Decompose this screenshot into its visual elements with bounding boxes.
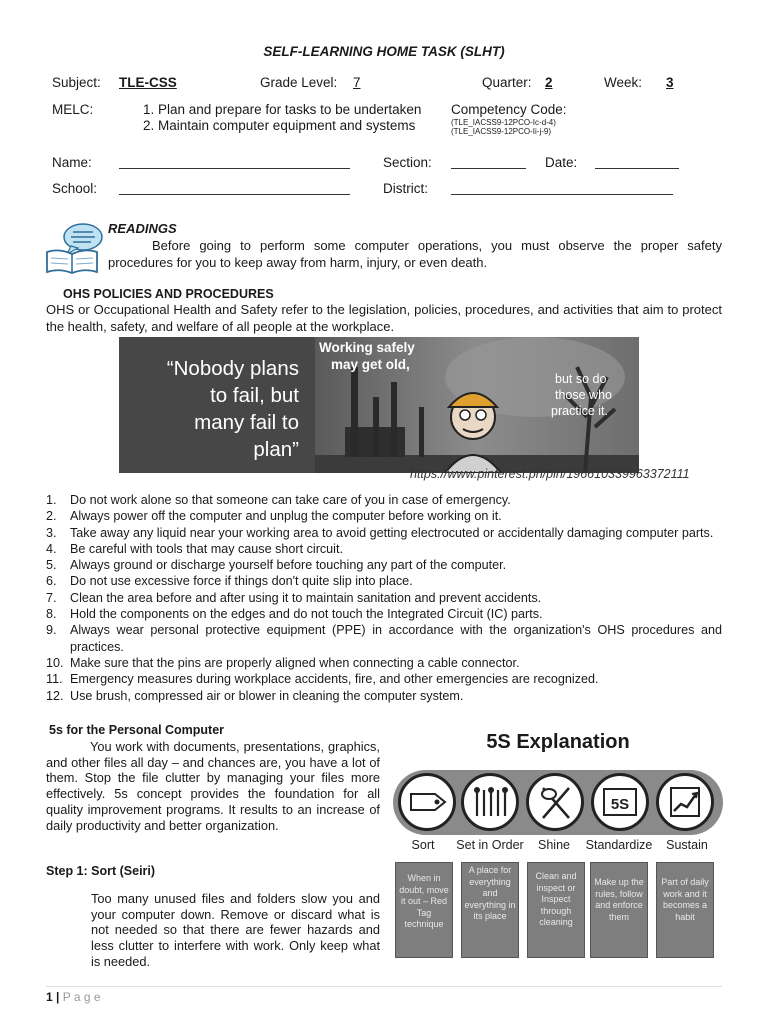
five-s-explanation-title: 5S Explanation [486,731,630,753]
label-shine: Shine [538,838,570,852]
svg-text:those who: those who [555,388,612,402]
explanation-box-standardize: Make up the rules, follow and enforce them [590,862,648,958]
ohs-list [46,492,722,704]
ohs-intro: OHS or Occupational Health and Safety refer to the legislation, policies, procedures, and activities that aim to protect the health, safety, and welfare of all people at the workplace. [46,302,722,334]
svg-text:Working safely: Working safely [319,340,415,355]
image-source-link[interactable]: https://www.pinterest.ph/pin/196610339963372111 [410,467,690,481]
banner-quote: “Nobody plans to fail, but many fail to plan” [166,357,299,461]
ohs-item-number: 6. [46,574,57,589]
ohs-item-text: Always power off the computer and unplug the computer before working on it. [70,509,502,524]
district-label: District: [383,181,428,196]
explanation-box-shine: Clean and inspect or Inspect through cleaning [527,862,585,958]
competency-code: (TLE_IACSS9-12PCO-Ii-j-9) [451,127,552,136]
readings-heading: READINGS [108,221,177,236]
subject-value: TLE-CSS [119,75,177,90]
page-footer [46,990,101,1004]
svg-text:but so do: but so do [555,372,607,386]
competency-code: (TLE_IACSS9-12PCO-Ic-d-4) [451,118,556,127]
ohs-list-item [46,557,722,573]
ohs-item-text: Do not work alone so that someone can take care of you in case of emergency. [70,493,511,507]
ohs-list-item [46,655,722,671]
melc-label: MELC: [52,102,94,117]
label-standardize: Standardize [585,838,653,852]
label-sustain: Sustain [666,838,708,852]
ohs-item-text: Emergency measures during workplace accidents, fire, and other emergencies are recognized. [70,672,599,687]
ohs-item-text: Clean the area before and after using it to maintain sanitation and prevent accidents. [70,590,542,605]
ohs-list-item [46,541,722,557]
tag-icon [398,773,456,831]
competency-label: Competency Code: [451,102,567,117]
ohs-list-item [46,606,722,622]
chart-icon [656,773,714,831]
svg-text:practice it.: practice it. [551,404,608,418]
section-label: Section: [383,155,432,170]
date-field[interactable] [595,168,679,169]
ohs-item-text: Take away any liquid near your working area to avoid getting electrocuted or accidentally damaging computer parts. [70,525,714,540]
ohs-item-text: Always wear personal protective equipment (PPE) in accordance with the organization's OHS procedures and practices. [70,623,722,654]
ohs-item-number: 4. [46,541,57,556]
ohs-item-number: 12. [46,688,64,703]
ohs-item-number: 11. [46,672,63,687]
ohs-banner-image [119,337,639,473]
melc-item: 2. Maintain computer equipment and systems [143,118,416,133]
page-title: SELF-LEARNING HOME TASK (SLHT) [263,44,505,59]
ohs-list-item [46,508,722,524]
book-speech-icon [45,222,103,274]
tools-icon [461,773,519,831]
ohs-item-number: 8. [46,607,57,622]
ohs-list-item [46,688,722,704]
grade-value: 7 [353,75,361,90]
week-value: 3 [666,75,674,90]
svg-text:may get old,: may get old, [331,357,410,372]
ohs-item-text: Always ground or discharge yourself before touching any part of the computer. [70,558,507,573]
date-label: Date: [545,155,578,170]
readings-text: Before going to perform some computer operations, you must observe the proper safety procedures for you to keep away from harm, injury, or even death. [108,238,722,270]
name-field[interactable] [119,168,350,169]
step1-text: Too many unused files and folders slow you and your computer down. Remove or discard what is not needed so that there are fewer hazards and less clutter to interfere with work. Only keep what is needed. [91,891,380,969]
page-label: P a g e [62,990,101,1004]
ohs-heading: OHS POLICIES AND PROCEDURES [63,287,274,301]
school-label: School: [52,181,98,196]
district-field[interactable] [451,194,673,195]
ohs-list-item [46,573,722,589]
page-number: 1 [46,990,53,1004]
ohs-list-item [46,671,722,687]
school-field[interactable] [119,194,350,195]
ohs-list-item [46,622,722,655]
ohs-list-item [46,590,722,606]
five-s-heading: 5s for the Personal Computer [49,723,225,737]
factory-worker-illustration [315,337,639,473]
label-set-in-order: Set in Order [456,838,524,852]
ohs-item-number: 1. [46,493,57,507]
five-s-text: You work with documents, presentations, graphics, and other files all day – and chances are, you have a lot of them. Stop the file clutter by managing your files more effectively. 5s concept provides the foundation for all quality improvement programs. It results to an increase of daily productivity and better organization. [46,739,380,833]
ohs-list-item [46,525,722,541]
quarter-value: 2 [545,75,553,90]
svg-text:5S: 5S [610,796,630,813]
explanation-box-set-in-order: A place for everything and everything in its place [461,862,519,958]
ohs-item-text: Be careful with tools that may cause short circuit. [70,541,343,556]
week-label: Week: [604,75,643,90]
ohs-item-text: Make sure that the pins are properly aligned when connecting a cable connector. [70,655,520,670]
ohs-item-number: 5. [46,558,57,573]
ohs-item-number: 9. [46,623,57,638]
explanation-box-sort: When in doubt, move it out – Red Tag technique [395,862,453,958]
quarter-label: Quarter: [482,75,532,90]
label-sort: Sort [411,838,435,852]
name-label: Name: [52,155,92,170]
ohs-item-text: Use brush, compressed air or blower in cleaning the computer system. [70,688,464,703]
ohs-item-number: 2. [46,509,57,524]
broom-icon [526,773,584,831]
step1-heading: Step 1: Sort (Seiri) [46,864,156,878]
ohs-item-number: 10. [46,655,64,670]
ohs-list-item [46,492,722,508]
melc-item: 1. Plan and prepare for tasks to be undertaken [143,102,422,117]
subject-label: Subject: [52,75,101,90]
standardize-5s-icon [591,773,649,831]
ohs-item-text: Hold the components on the edges and do not touch the Integrated Circuit (IC) parts. [70,607,543,622]
explanation-box-sustain: Part of daily work and it becomes a habit [656,862,714,958]
footer-rule [46,986,722,987]
section-field[interactable] [451,168,526,169]
ohs-item-text: Do not use excessive force if things don't quite slip into place. [70,574,413,589]
grade-label: Grade Level: [260,75,338,90]
footer-separator: | [56,990,60,1004]
ohs-item-number: 3. [46,525,57,540]
ohs-item-number: 7. [46,590,57,605]
